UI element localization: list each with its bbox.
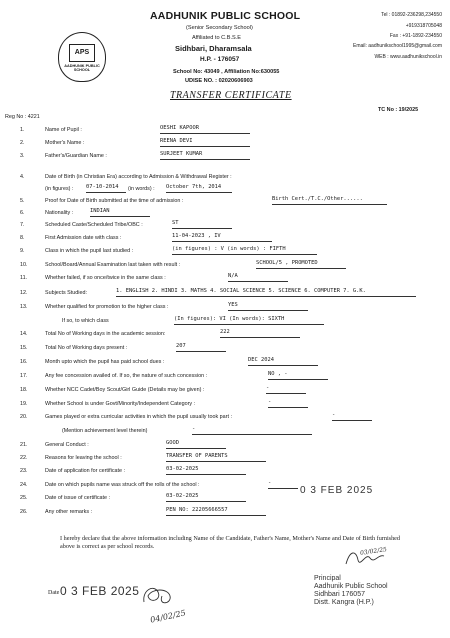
field-21-value: GOOD: [166, 440, 226, 449]
field-15-num: 15.: [20, 345, 28, 351]
field-17-value: NO , -: [268, 371, 328, 380]
field-13-label: Whether qualified for promotion to the higher class :: [45, 304, 169, 310]
school-pincode: H.P. - 176057: [200, 56, 240, 63]
field-6-label: Nationality :: [45, 210, 74, 216]
field-15-label: Total No of Working days present :: [45, 345, 128, 351]
field-19-label: Whether School is under Govt/Minority/Independent Category :: [45, 401, 196, 407]
field-21-label: General Conduct :: [45, 442, 89, 448]
field-1-num: 1.: [20, 127, 25, 133]
logo-caption: AADHUNIK PUBLIC SCHOOL: [64, 64, 100, 72]
field-9-label: Class in which the pupil last studied :: [45, 248, 134, 254]
field-4-word-value: October 7th, 2014: [166, 184, 232, 193]
field-20-num: 20.: [20, 414, 28, 420]
field-13-value: YES: [228, 302, 308, 311]
field-1-value: OESHI KAPOOR: [160, 125, 250, 134]
field-4-fig-label: (in figures) :: [45, 186, 74, 192]
mobile: +919318705048: [405, 23, 442, 29]
field-12-value: 1. ENGLISH 2. HINDI 3. MATHS 4. SOCIAL SCIENCE 5. SCIENCE 6. COMPUTER 7. G.K.: [116, 288, 416, 297]
stamp-line-3: Sidhbari 176057: [314, 591, 365, 598]
tel: Tel : 01892-236298,234550: [381, 12, 442, 18]
field-2-value: REENA DEVI: [160, 138, 250, 147]
school-affiliation: Affiliated to C.B.S.E: [192, 35, 242, 41]
field-25-value: 03-02-2025: [166, 493, 246, 502]
field-23-label: Date of application for certificate :: [45, 468, 126, 474]
field-3-value: SURJEET KUMAR: [160, 151, 250, 160]
field-20-sub-label: (Mention achievement level therein): [62, 428, 148, 434]
field-26-num: 26.: [20, 509, 28, 515]
field-18-label: Whether NCC Cadet/Boy Scout/Girl Guide (Details may be given) :: [45, 387, 205, 393]
field-17-num: 17.: [20, 373, 28, 379]
field-24-label: Date on which pupils name was struck off the rolls of the school :: [45, 482, 200, 488]
field-14-value: 222: [220, 329, 300, 338]
field-19-value: -: [268, 399, 308, 408]
field-24-value: -: [268, 480, 298, 489]
field-12-label: Subjects Studied:: [45, 290, 87, 296]
field-4-word-label: (in words) :: [128, 186, 155, 192]
field-21-num: 21.: [20, 442, 28, 448]
field-7-label: Scheduled Caste/Scheduled Tribe/OBC :: [45, 222, 143, 228]
field-23-value: 03-02-2025: [166, 466, 246, 475]
field-2-label: Mother's Name :: [45, 140, 85, 146]
field-22-num: 22.: [20, 455, 28, 461]
certificate-title: TRANSFER CERTIFICATE: [170, 90, 292, 101]
field-18-num: 18.: [20, 387, 28, 393]
field-19-num: 19.: [20, 401, 28, 407]
field-13-sub-value: (In figures): VI (In words): SIXTH: [174, 316, 324, 325]
field-16-num: 16.: [20, 359, 28, 365]
field-26-value: PEN NO: 22205666557: [166, 507, 266, 516]
school-address: Sidhbari, Dharamsala: [175, 44, 252, 53]
field-11-label: Whether failed, if so once/twice in the same class :: [45, 275, 166, 281]
field-12-num: 12.: [20, 290, 28, 296]
school-number: School No: 43049 , Affiliation No:630055: [173, 69, 280, 75]
school-logo: [58, 32, 106, 82]
school-subtitle: (Senior Secondary School): [186, 25, 253, 31]
website: WEB : www.aadhunikschool.in: [374, 54, 442, 60]
field-6-value: INDIAN: [90, 208, 150, 217]
field-7-value: ST: [172, 220, 232, 229]
email: Email: aadhunikschool1995@gmail.com: [352, 43, 442, 49]
principal-stamp: [314, 575, 388, 607]
field-9-num: 9.: [20, 248, 25, 254]
field-6-num: 6.: [20, 210, 25, 216]
field-4-label: Date of Birth (in Christian Era) according to Admission & Withdrawal Register :: [45, 174, 232, 180]
field-1-label: Name of Pupil :: [45, 127, 82, 133]
field-10-label: School/Board/Annual Examination last taken with result :: [45, 262, 181, 268]
field-23-num: 23.: [20, 468, 28, 474]
field-14-num: 14.: [20, 331, 28, 337]
field-5-num: 5.: [20, 198, 25, 204]
field-14-label: Total No of Working days in the academic session:: [45, 331, 166, 337]
date-stamp: 0 3 FEB 2025: [60, 584, 140, 598]
date-label: Date: [48, 590, 60, 596]
stamp-line-4: Distt. Kangra (H.P.): [314, 599, 374, 606]
field-8-num: 8.: [20, 235, 25, 241]
stamp-line-2: Aadhunik Public School: [314, 583, 388, 590]
field-11-value: N/A: [228, 273, 288, 282]
school-name: AADHUNIK PUBLIC SCHOOL: [150, 10, 301, 22]
field-4-fig-value: 07-10-2014: [86, 184, 126, 193]
field-7-num: 7.: [20, 222, 25, 228]
reg-number: Reg No : 4221: [5, 114, 40, 120]
field-20-label: Games played or extra curricular activities in which the pupil usually took part :: [45, 414, 232, 420]
logo-mark: APS: [69, 44, 95, 62]
field-16-value: DEC 2024: [248, 357, 318, 366]
field-25-label: Date of issue of certificate :: [45, 495, 111, 501]
field-13-num: 13.: [20, 304, 28, 310]
field-20-sub-value: -: [192, 426, 312, 435]
field-8-value: 11-04-2023 , IV: [172, 233, 272, 242]
clerk-signature-date: 04/02/25: [149, 608, 187, 625]
field-16-label: Month upto which the pupil has paid school dues :: [45, 359, 165, 365]
field-11-num: 11.: [20, 275, 28, 281]
field-25-num: 25.: [20, 495, 28, 501]
field-9-value: (in figures) : V (in words) : FIFTH: [172, 246, 317, 255]
clerk-signature: [140, 582, 176, 608]
field-2-num: 2.: [20, 140, 25, 146]
field-10-value: SCHOOL/5 , PROMOTED: [256, 260, 346, 269]
field-22-value: TRANSFER OF PARENTS: [166, 453, 266, 462]
field-17-label: Any fee concession availed of. If so, the nature of such concession :: [45, 373, 208, 379]
field-3-num: 3.: [20, 153, 25, 159]
field-24-num: 24.: [20, 482, 28, 488]
principal-signature-date: 03/02/25: [359, 546, 388, 557]
fax: Fax : +91-1892-234550: [389, 33, 442, 39]
field-10-num: 10.: [20, 262, 28, 268]
field-5-value: Birth Cert./T.C./Other......: [272, 196, 387, 205]
field-22-label: Reasons for leaving the school :: [45, 455, 122, 461]
field-15-value: 207: [176, 343, 226, 352]
field-26-label: Any other remarks :: [45, 509, 93, 515]
field-8-label: First Admission date with class :: [45, 235, 122, 241]
udise-number: UDISE NO. : 02020606903: [185, 78, 253, 84]
tc-number: TC No : 19/2025: [378, 107, 419, 113]
field-5-label: Proof for Date of Birth submitted at the time of admission :: [45, 198, 184, 204]
field-18-value: -: [266, 385, 306, 394]
field-20-value: -: [332, 412, 372, 421]
field-3-label: Father's/Guardian Name :: [45, 153, 107, 159]
struck-off-date-stamp: 0 3 FEB 2025: [300, 485, 374, 496]
field-4-num: 4.: [20, 174, 25, 180]
field-13-sub-label: If so, to which class: [62, 318, 109, 324]
declaration: I hereby declare that the above information including Name of the Candidate, Father's Name, Mother's Name and Date of Birth furnished above is correct as per school records.: [60, 535, 401, 550]
stamp-line-1: Principal: [314, 575, 341, 582]
